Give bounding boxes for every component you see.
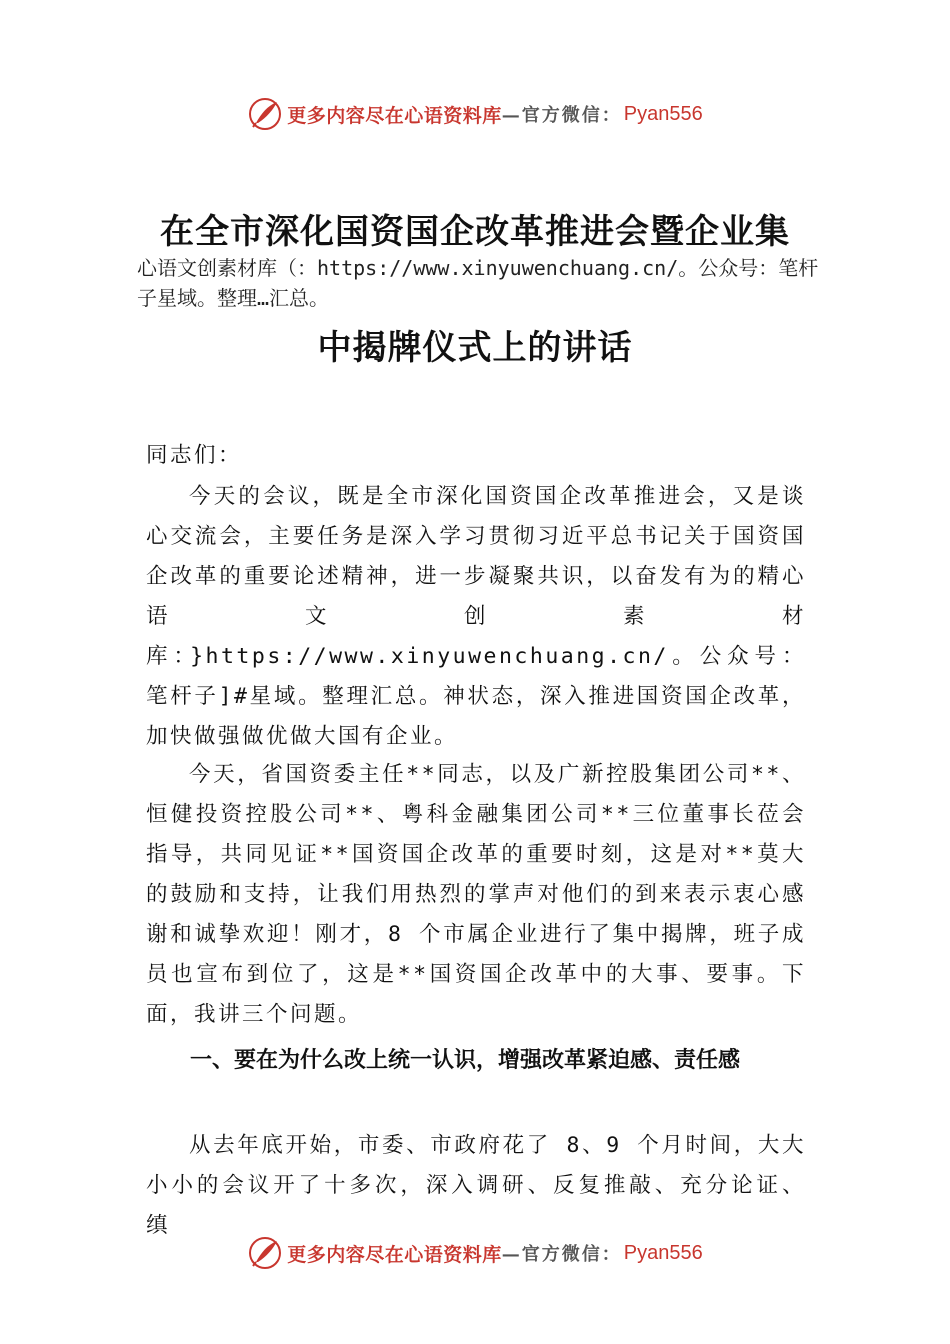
feather-logo-icon — [247, 1235, 283, 1271]
paragraph-2: 今天，省国资委主任**同志，以及广新控股集团公司**、恒健投资控股公司**、粤科金融集团公司**三位董事长莅会指导，共同见证**国资国企改革的重要时刻，这是对**莫大的鼓励和支持，让我们用热烈的掌声对他们的到来表示衷心感谢和诚挚欢迎！刚才，8 个市属企业进行了集中揭牌，班子成员也宣布到位了，这是**国资国企改革中的大事、要事。下面，我讲三个问题。 — [146, 762, 806, 1027]
banner-wechat-id: Pyan556 — [623, 102, 703, 125]
page-title-line1: 在全市深化国资国企改革推进会暨企业集 — [160, 212, 790, 252]
footer-wechat-id: Pyan556 — [623, 1241, 703, 1264]
footer-red-text: 更多内容尽在心语资料库 — [287, 1243, 502, 1266]
paragraph-1: 今天的会议，既是全市深化国资国企改革推进会，又是谈心交流会，主要任务是深入学习贯彻习近平总书记关于国资国企改革的重要论述精神，进一步凝聚共识，以奋发有为的精心语文创素材库：}https://www.xinyuwenchuang.cn/。公众号：笔杆子]#星域。整理汇总。神状态，深入推进国资国企改革，加快做强做优做大国有企业。 — [146, 484, 806, 749]
feather-logo-icon — [247, 96, 283, 132]
header-banner — [0, 94, 950, 134]
banner-red-text: 更多内容尽在心语资料库 — [287, 104, 502, 127]
salutation: 同志们： — [146, 443, 243, 468]
section-heading-1: 一、要在为什么改上统一认识，增强改革紧迫感、责任感 — [190, 1048, 741, 1073]
banner-gray-text: —官方微信： — [501, 105, 622, 126]
watermark-text: 心语文创素材库（：https://www.xinyuwenchuang.cn/。公众号：笔杆子星域。整理…汇总。 — [137, 256, 819, 310]
footer-banner — [0, 1233, 950, 1273]
footer-gray-text: —官方微信： — [501, 1244, 622, 1265]
paragraph-3: 从去年底开始，市委、市政府花了 8、9 个月时间，大大小小的会议开了十多次，深入调研、反复推敲、充分论证、 缜 — [146, 1133, 806, 1238]
page-title-line2: 中揭牌仪式上的讲话 — [317, 328, 633, 368]
